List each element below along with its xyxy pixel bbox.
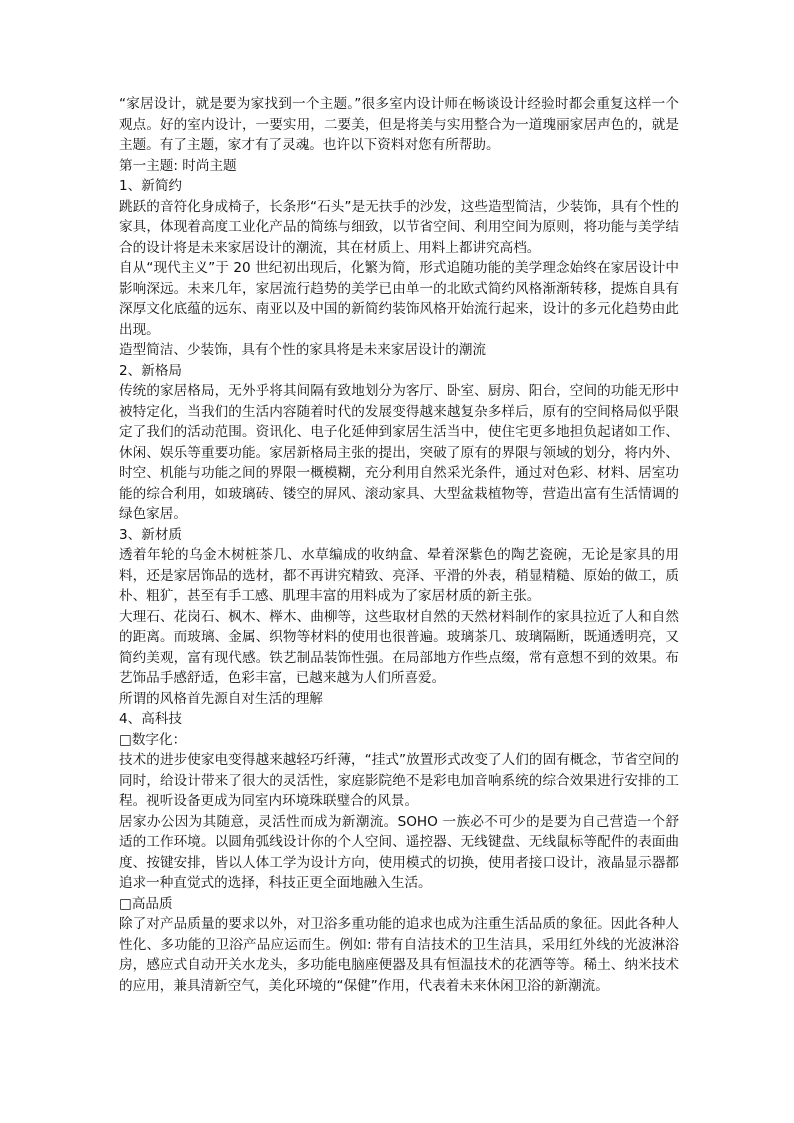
subheading-new-materials: 3、新材质 bbox=[119, 526, 183, 543]
subheading-new-simplicity: 1、新简约 bbox=[119, 178, 183, 194]
body-paragraph: 除了对产品质量的要求以外，对卫浴多重功能的追求也成为注重生活品质的象征。因此各种人性化、多功能的卫浴产品应运而生。例如: 带有自洁技术的卫生洁具，采用红外线的光波淋浴房，感应式自动开关水龙头，多功能电脑座便器及具有恒温技术的花洒等等。稀土、纳米技术的应用，兼具清新空气，美化环境的“保健”作用，代表着未来休闲卫浴的新潮流。 bbox=[119, 916, 679, 994]
bullet-digitalization: □数字化： bbox=[119, 731, 187, 748]
body-paragraph: 大理石、花岗石、枫木、榉木、曲柳等，这些取材自然的天然材料制作的家具拉近了人和自然的距离。而玻璃、金属、织物等材料的使用也很普遍。玻璃茶几、玻璃隔断，既通透明亮，又简约美观，富有现代感。铁艺制品装饰性强。在局部地方作些点缀，常有意想不到的效果。布艺饰品手感舒适，色彩丰富，已越来越为人们所喜爱。 bbox=[119, 608, 679, 686]
section-heading-fashion-theme: 第一主题: 时尚主题 bbox=[119, 157, 237, 174]
body-paragraph: 传统的家居格局，无外乎将其间隔有致地划分为客厅、卧室、厨房、阳台，空间的功能无形中被特定化，当我们的生活内容随着时代的发展变得越来越复杂多样后，原有的空间格局似乎限定了我们的活动范围。资讯化、电子化延伸到家居生活当中，使住宅更多地担负起诸如工作、休闲、娱乐等重要功能。家居新格局主张的提出，突破了原有的界限与领域的划分，将内外、时空、机能与功能之间的界限一概模糊，充分利用自然采光条件，通过对色彩、材料、居室功能的综合利用，如玻璃砖、镂空的屏风、滚动家具、大型盆栽植物等，营造出富有生活情调的绿色家居。 bbox=[119, 383, 679, 522]
subheading-high-tech: 4、高科技 bbox=[119, 711, 183, 727]
body-paragraph: 自从“现代主义”于 20 世纪初出现后，化繁为简，形式追随功能的美学理念始终在家居设计中影响深远。未来几年，家居流行趋势的美学已由单一的北欧式简约风格渐渐转移，提炼自具有深厚文化底蕴的远东、南亚以及中国的新简约装饰风格开始流行起来，设计的多元化趋势由此出现。 bbox=[119, 260, 679, 338]
subheading-new-layout: 2、新格局 bbox=[119, 362, 183, 379]
body-paragraph: 跳跃的音符化身成椅子，长条形“石头”是无扶手的沙发，这些造型简洁，少装饰，具有个性的家具，体现着高度工业化产品的简练与细致，以节省空间、利用空间为原则，将功能与美学结合的设计将是未来家居设计的潮流，其在材质上、用料上都讲究高档。 bbox=[119, 198, 679, 256]
body-paragraph: 透着年轮的乌金木树桩茶几、水草编成的收纳盒、晕着深紫色的陶艺瓷碗，无论是家具的用料，还是家居饰品的选材，都不再讲究精致、亮泽、平滑的外表，稍显精糙、原始的做工，质朴、粗犷，甚至有手工感、肌理丰富的用料成为了家居材质的新主张。 bbox=[119, 547, 679, 604]
body-paragraph: 技术的进步使家电变得越来越轻巧纤薄，“挂式”放置形式改变了人们的固有概念，节省空间的同时，给设计带来了很大的灵活性，家庭影院绝不是彩电加音响系统的综合效果进行安排的工程。视听设备更成为同室内环境珠联璧合的风景。 bbox=[119, 752, 679, 809]
document-page bbox=[119, 94, 679, 996]
intro-paragraph: “家居设计，就是要为家找到一个主题。”很多室内设计师在畅谈设计经验时都会重复这样一个观点。好的室内设计，一要实用，二要美，但是将美与实用整合为一道瑰丽家居声色的，就是主题。有了主题，家才有了灵魂。也许以下资料对您有所帮助。 bbox=[119, 96, 679, 153]
body-paragraph: 居家办公因为其随意，灵活性而成为新潮流。SOHO 一族必不可少的是要为自己营造一个舒适的工作环境。以圆角弧线设计你的个人空间、遥控器、无线键盘、无线鼠标等配件的表面曲度、按键安排，皆以人体工学为设计方向，使用模式的切换，使用者接口设计，液晶显示器都追求一种直觉式的选择，科技正更全面地融入生活。 bbox=[119, 813, 679, 891]
bullet-high-quality: □高品质 bbox=[119, 895, 173, 912]
summary-line: 所谓的风格首先源自对生活的理解 bbox=[119, 690, 323, 707]
summary-line: 造型简洁、少装饰，具有个性的家具将是未来家居设计的潮流 bbox=[119, 342, 487, 358]
